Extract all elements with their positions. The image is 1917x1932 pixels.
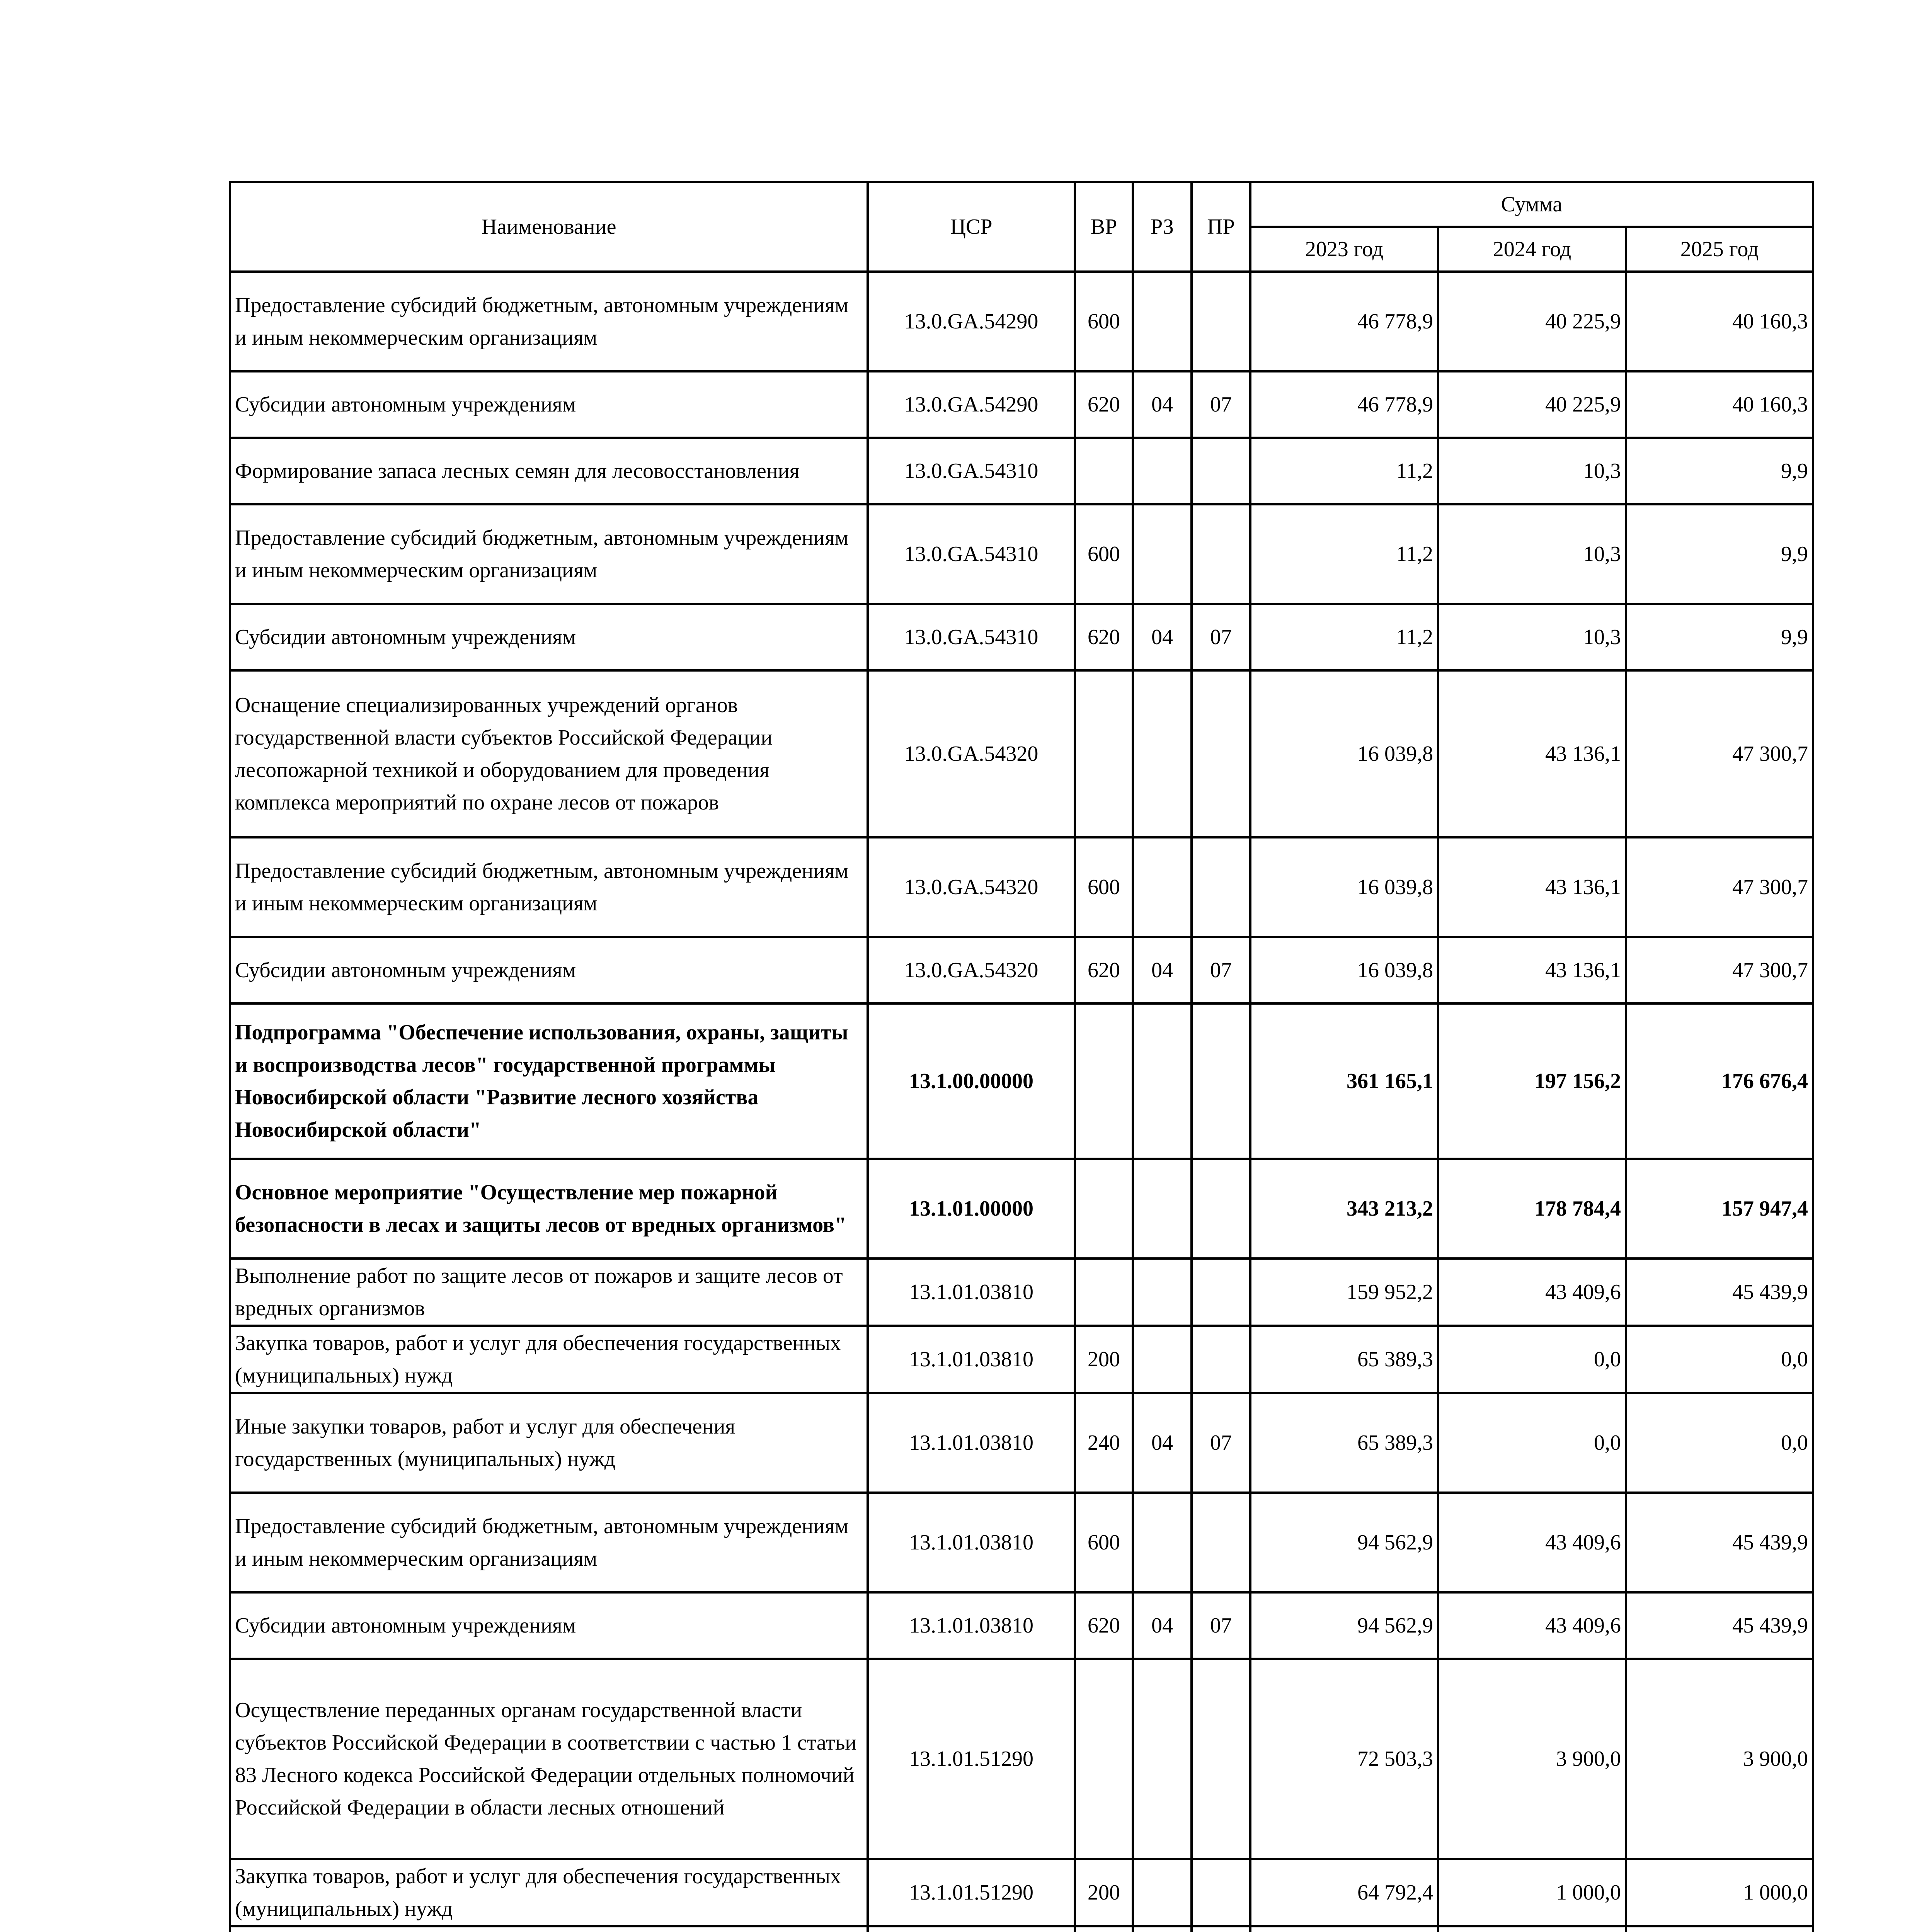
row-sum-2025: 9,9 [1626, 438, 1813, 504]
row-rz [1133, 1159, 1192, 1259]
row-sum-2025: 9,9 [1626, 604, 1813, 670]
row-rz [1133, 1493, 1192, 1592]
row-name: Субсидии автономным учреждениям [230, 604, 868, 670]
row-sum-2024: 1 000,0 [1438, 1859, 1626, 1926]
row-sum-2025: 0,0 [1626, 1326, 1813, 1393]
row-rz [1133, 1003, 1192, 1159]
row-csr: 13.1.00.00000 [868, 1003, 1075, 1159]
row-sum-2024: 3 900,0 [1438, 1659, 1626, 1859]
table-row [230, 1859, 1813, 1926]
row-sum-2024: 0,0 [1438, 1326, 1626, 1393]
row-rz [1133, 504, 1192, 604]
row-pr [1192, 1326, 1250, 1393]
row-name: Предоставление субсидий бюджетным, автономным учреждениям и иным некоммерческим организациям [230, 272, 868, 371]
row-sum-2025: 47 300,7 [1626, 670, 1813, 837]
row-name: Закупка товаров, работ и услуг для обеспечения государственных (муниципальных) нужд [230, 1859, 868, 1926]
row-sum-2024: 40 225,9 [1438, 371, 1626, 438]
row-name: Предоставление субсидий бюджетным, автономным учреждениям и иным некоммерческим организациям [230, 1493, 868, 1592]
row-csr: 13.0.GA.54320 [868, 837, 1075, 937]
row-pr [1192, 1003, 1250, 1159]
row-csr: 13.1.01.03810 [868, 1592, 1075, 1659]
row-name: Субсидии автономным учреждениям [230, 937, 868, 1003]
row-rz: 04 [1133, 1393, 1192, 1493]
row-sum-2023: 46 778,9 [1250, 272, 1438, 371]
row-csr: 13.1.01.03810 [868, 1493, 1075, 1592]
row-sum-2025 [1626, 1926, 1813, 1932]
row-sum-2024: 40 225,9 [1438, 272, 1626, 371]
row-name: Подпрограмма "Обеспечение использования, охраны, защиты и воспроизводства лесов" государственной программы Новосибирской области "Развитие лесного хозяйства Новосибирской области" [230, 1003, 868, 1159]
table-row [230, 670, 1813, 837]
row-pr [1192, 1259, 1250, 1326]
row-sum-2023 [1250, 1926, 1438, 1932]
row-name: Основное мероприятие "Осуществление мер пожарной безопасности в лесах и защиты лесов от вредных организмов" [230, 1159, 868, 1259]
row-name: Оснащение специализированных учреждений органов государственной власти субъектов Российской Федерации лесопожарной техникой и оборудованием для проведения комплекса мероприятий по охране лесов от пожаров [230, 670, 868, 837]
row-pr [1192, 1859, 1250, 1926]
row-sum-2024: 43 136,1 [1438, 670, 1626, 837]
row-csr: 13.1.01.51290 [868, 1659, 1075, 1859]
row-rz [1133, 1926, 1192, 1932]
row-sum-2025: 40 160,3 [1626, 371, 1813, 438]
header-sum: Сумма [1250, 182, 1813, 227]
row-pr: 07 [1192, 604, 1250, 670]
table-row [230, 1393, 1813, 1493]
row-rz [1133, 837, 1192, 937]
table-row [230, 1592, 1813, 1659]
row-vr: 600 [1075, 1493, 1133, 1592]
table-row [230, 1659, 1813, 1859]
row-sum-2023: 343 213,2 [1250, 1159, 1438, 1259]
row-vr [1075, 1259, 1133, 1326]
row-pr [1192, 438, 1250, 504]
header-year-2025: 2025 год [1626, 227, 1813, 272]
header-pr: ПР [1192, 182, 1250, 272]
row-sum-2024: 10,3 [1438, 504, 1626, 604]
row-name: Предоставление субсидий бюджетным, автономным учреждениям и иным некоммерческим организациям [230, 504, 868, 604]
row-name: Субсидии автономным учреждениям [230, 371, 868, 438]
table-row [230, 837, 1813, 937]
row-sum-2023: 65 389,3 [1250, 1393, 1438, 1493]
row-sum-2023: 16 039,8 [1250, 837, 1438, 937]
row-vr: 600 [1075, 272, 1133, 371]
row-sum-2025: 40 160,3 [1626, 272, 1813, 371]
row-pr [1192, 670, 1250, 837]
row-csr: 13.0.GA.54290 [868, 272, 1075, 371]
row-sum-2023: 11,2 [1250, 438, 1438, 504]
row-rz: 04 [1133, 371, 1192, 438]
row-sum-2025: 0,0 [1626, 1393, 1813, 1493]
row-pr [1192, 1159, 1250, 1259]
row-sum-2025: 47 300,7 [1626, 837, 1813, 937]
row-vr: 600 [1075, 504, 1133, 604]
table-row [230, 371, 1813, 438]
row-sum-2025: 45 439,9 [1626, 1259, 1813, 1326]
row-rz [1133, 1326, 1192, 1393]
table-row [230, 1003, 1813, 1159]
row-csr: 13.0.GA.54310 [868, 604, 1075, 670]
row-rz [1133, 438, 1192, 504]
row-pr [1192, 1493, 1250, 1592]
row-sum-2025: 45 439,9 [1626, 1592, 1813, 1659]
row-sum-2023: 72 503,3 [1250, 1659, 1438, 1859]
header-year-2024: 2024 год [1438, 227, 1626, 272]
row-pr: 07 [1192, 371, 1250, 438]
header-year-2023: 2023 год [1250, 227, 1438, 272]
row-sum-2025: 9,9 [1626, 504, 1813, 604]
budget-table [229, 181, 1814, 1932]
row-vr: 200 [1075, 1859, 1133, 1926]
header-rz: РЗ [1133, 182, 1192, 272]
row-sum-2023: 46 778,9 [1250, 371, 1438, 438]
row-sum-2024: 43 136,1 [1438, 837, 1626, 937]
header-name: Наименование [230, 182, 868, 272]
row-pr [1192, 837, 1250, 937]
row-name: Предоставление субсидий бюджетным, автономным учреждениям и иным некоммерческим организациям [230, 837, 868, 937]
row-vr: 620 [1075, 604, 1133, 670]
row-vr [1075, 438, 1133, 504]
row-vr: 620 [1075, 1592, 1133, 1659]
row-sum-2024: 43 409,6 [1438, 1493, 1626, 1592]
row-vr: 620 [1075, 371, 1133, 438]
row-pr [1192, 1659, 1250, 1859]
row-sum-2024: 10,3 [1438, 604, 1626, 670]
row-pr: 07 [1192, 1592, 1250, 1659]
row-name: Закупка товаров, работ и услуг для обеспечения государственных (муниципальных) нужд [230, 1326, 868, 1393]
row-csr: 13.1.01.03810 [868, 1326, 1075, 1393]
row-name: Осуществление переданных органам государственной власти субъектов Российской Федерации в соответствии с частью 1 статьи 83 Лесного кодекса Российской Федерации отдельных полномочий Российской Федерации в области лесных отношений [230, 1659, 868, 1859]
table-row [230, 272, 1813, 371]
row-sum-2025: 47 300,7 [1626, 937, 1813, 1003]
table-row [230, 937, 1813, 1003]
row-rz: 04 [1133, 937, 1192, 1003]
row-csr: 13.0.GA.54290 [868, 371, 1075, 438]
row-vr [1075, 1659, 1133, 1859]
row-name: Формирование запаса лесных семян для лесовосстановления [230, 438, 868, 504]
row-sum-2025: 157 947,4 [1626, 1159, 1813, 1259]
table-body [230, 272, 1813, 1932]
row-sum-2024: 43 409,6 [1438, 1259, 1626, 1326]
header-csr: ЦСР [868, 182, 1075, 272]
row-rz [1133, 670, 1192, 837]
row-sum-2024: 0,0 [1438, 1393, 1626, 1493]
table-row [230, 1259, 1813, 1326]
row-sum-2024: 197 156,2 [1438, 1003, 1626, 1159]
row-sum-2023: 361 165,1 [1250, 1003, 1438, 1159]
row-sum-2025: 1 000,0 [1626, 1859, 1813, 1926]
table-header-row [230, 182, 1813, 227]
row-vr [1075, 1159, 1133, 1259]
row-sum-2023: 159 952,2 [1250, 1259, 1438, 1326]
row-sum-2024: 43 409,6 [1438, 1592, 1626, 1659]
row-rz [1133, 1259, 1192, 1326]
row-csr: 13.1.01.03810 [868, 1259, 1075, 1326]
row-vr: 200 [1075, 1326, 1133, 1393]
row-rz [1133, 1659, 1192, 1859]
row-pr [1192, 504, 1250, 604]
table-row [230, 1326, 1813, 1393]
row-name: Субсидии автономным учреждениям [230, 1592, 868, 1659]
row-rz: 04 [1133, 604, 1192, 670]
row-rz [1133, 272, 1192, 371]
row-pr [1192, 1926, 1250, 1932]
row-sum-2025: 176 676,4 [1626, 1003, 1813, 1159]
row-pr: 07 [1192, 1393, 1250, 1493]
row-vr [1075, 670, 1133, 837]
row-sum-2024: 43 136,1 [1438, 937, 1626, 1003]
row-sum-2025: 3 900,0 [1626, 1659, 1813, 1859]
row-sum-2023: 16 039,8 [1250, 670, 1438, 837]
row-rz: 04 [1133, 1592, 1192, 1659]
row-sum-2024: 10,3 [1438, 438, 1626, 504]
row-pr [1192, 272, 1250, 371]
row-csr: 13.1.01.03810 [868, 1393, 1075, 1493]
row-sum-2023: 65 389,3 [1250, 1326, 1438, 1393]
row-sum-2023: 94 562,9 [1250, 1592, 1438, 1659]
table-row [230, 1926, 1813, 1932]
row-sum-2024: 178 784,4 [1438, 1159, 1626, 1259]
row-vr [1075, 1003, 1133, 1159]
row-sum-2023: 64 792,4 [1250, 1859, 1438, 1926]
row-sum-2024 [1438, 1926, 1626, 1932]
table-row [230, 1159, 1813, 1259]
table-row [230, 504, 1813, 604]
row-sum-2023: 94 562,9 [1250, 1493, 1438, 1592]
table-row [230, 604, 1813, 670]
header-vr: ВР [1075, 182, 1133, 272]
row-vr: 620 [1075, 937, 1133, 1003]
table-row [230, 438, 1813, 504]
table-row [230, 1493, 1813, 1592]
row-sum-2023: 16 039,8 [1250, 937, 1438, 1003]
row-vr [1075, 1926, 1133, 1932]
row-csr: 13.1.01.51290 [868, 1859, 1075, 1926]
row-csr [868, 1926, 1075, 1932]
row-name: Выполнение работ по защите лесов от пожаров и защите лесов от вредных организмов [230, 1259, 868, 1326]
row-sum-2023: 11,2 [1250, 604, 1438, 670]
row-sum-2025: 45 439,9 [1626, 1493, 1813, 1592]
row-name [230, 1926, 868, 1932]
row-csr: 13.1.01.00000 [868, 1159, 1075, 1259]
row-name: Иные закупки товаров, работ и услуг для обеспечения государственных (муниципальных) нужд [230, 1393, 868, 1493]
row-csr: 13.0.GA.54320 [868, 670, 1075, 837]
row-sum-2023: 11,2 [1250, 504, 1438, 604]
row-vr: 600 [1075, 837, 1133, 937]
row-csr: 13.0.GA.54310 [868, 504, 1075, 604]
row-rz [1133, 1859, 1192, 1926]
row-vr: 240 [1075, 1393, 1133, 1493]
row-csr: 13.0.GA.54310 [868, 438, 1075, 504]
row-pr: 07 [1192, 937, 1250, 1003]
row-csr: 13.0.GA.54320 [868, 937, 1075, 1003]
